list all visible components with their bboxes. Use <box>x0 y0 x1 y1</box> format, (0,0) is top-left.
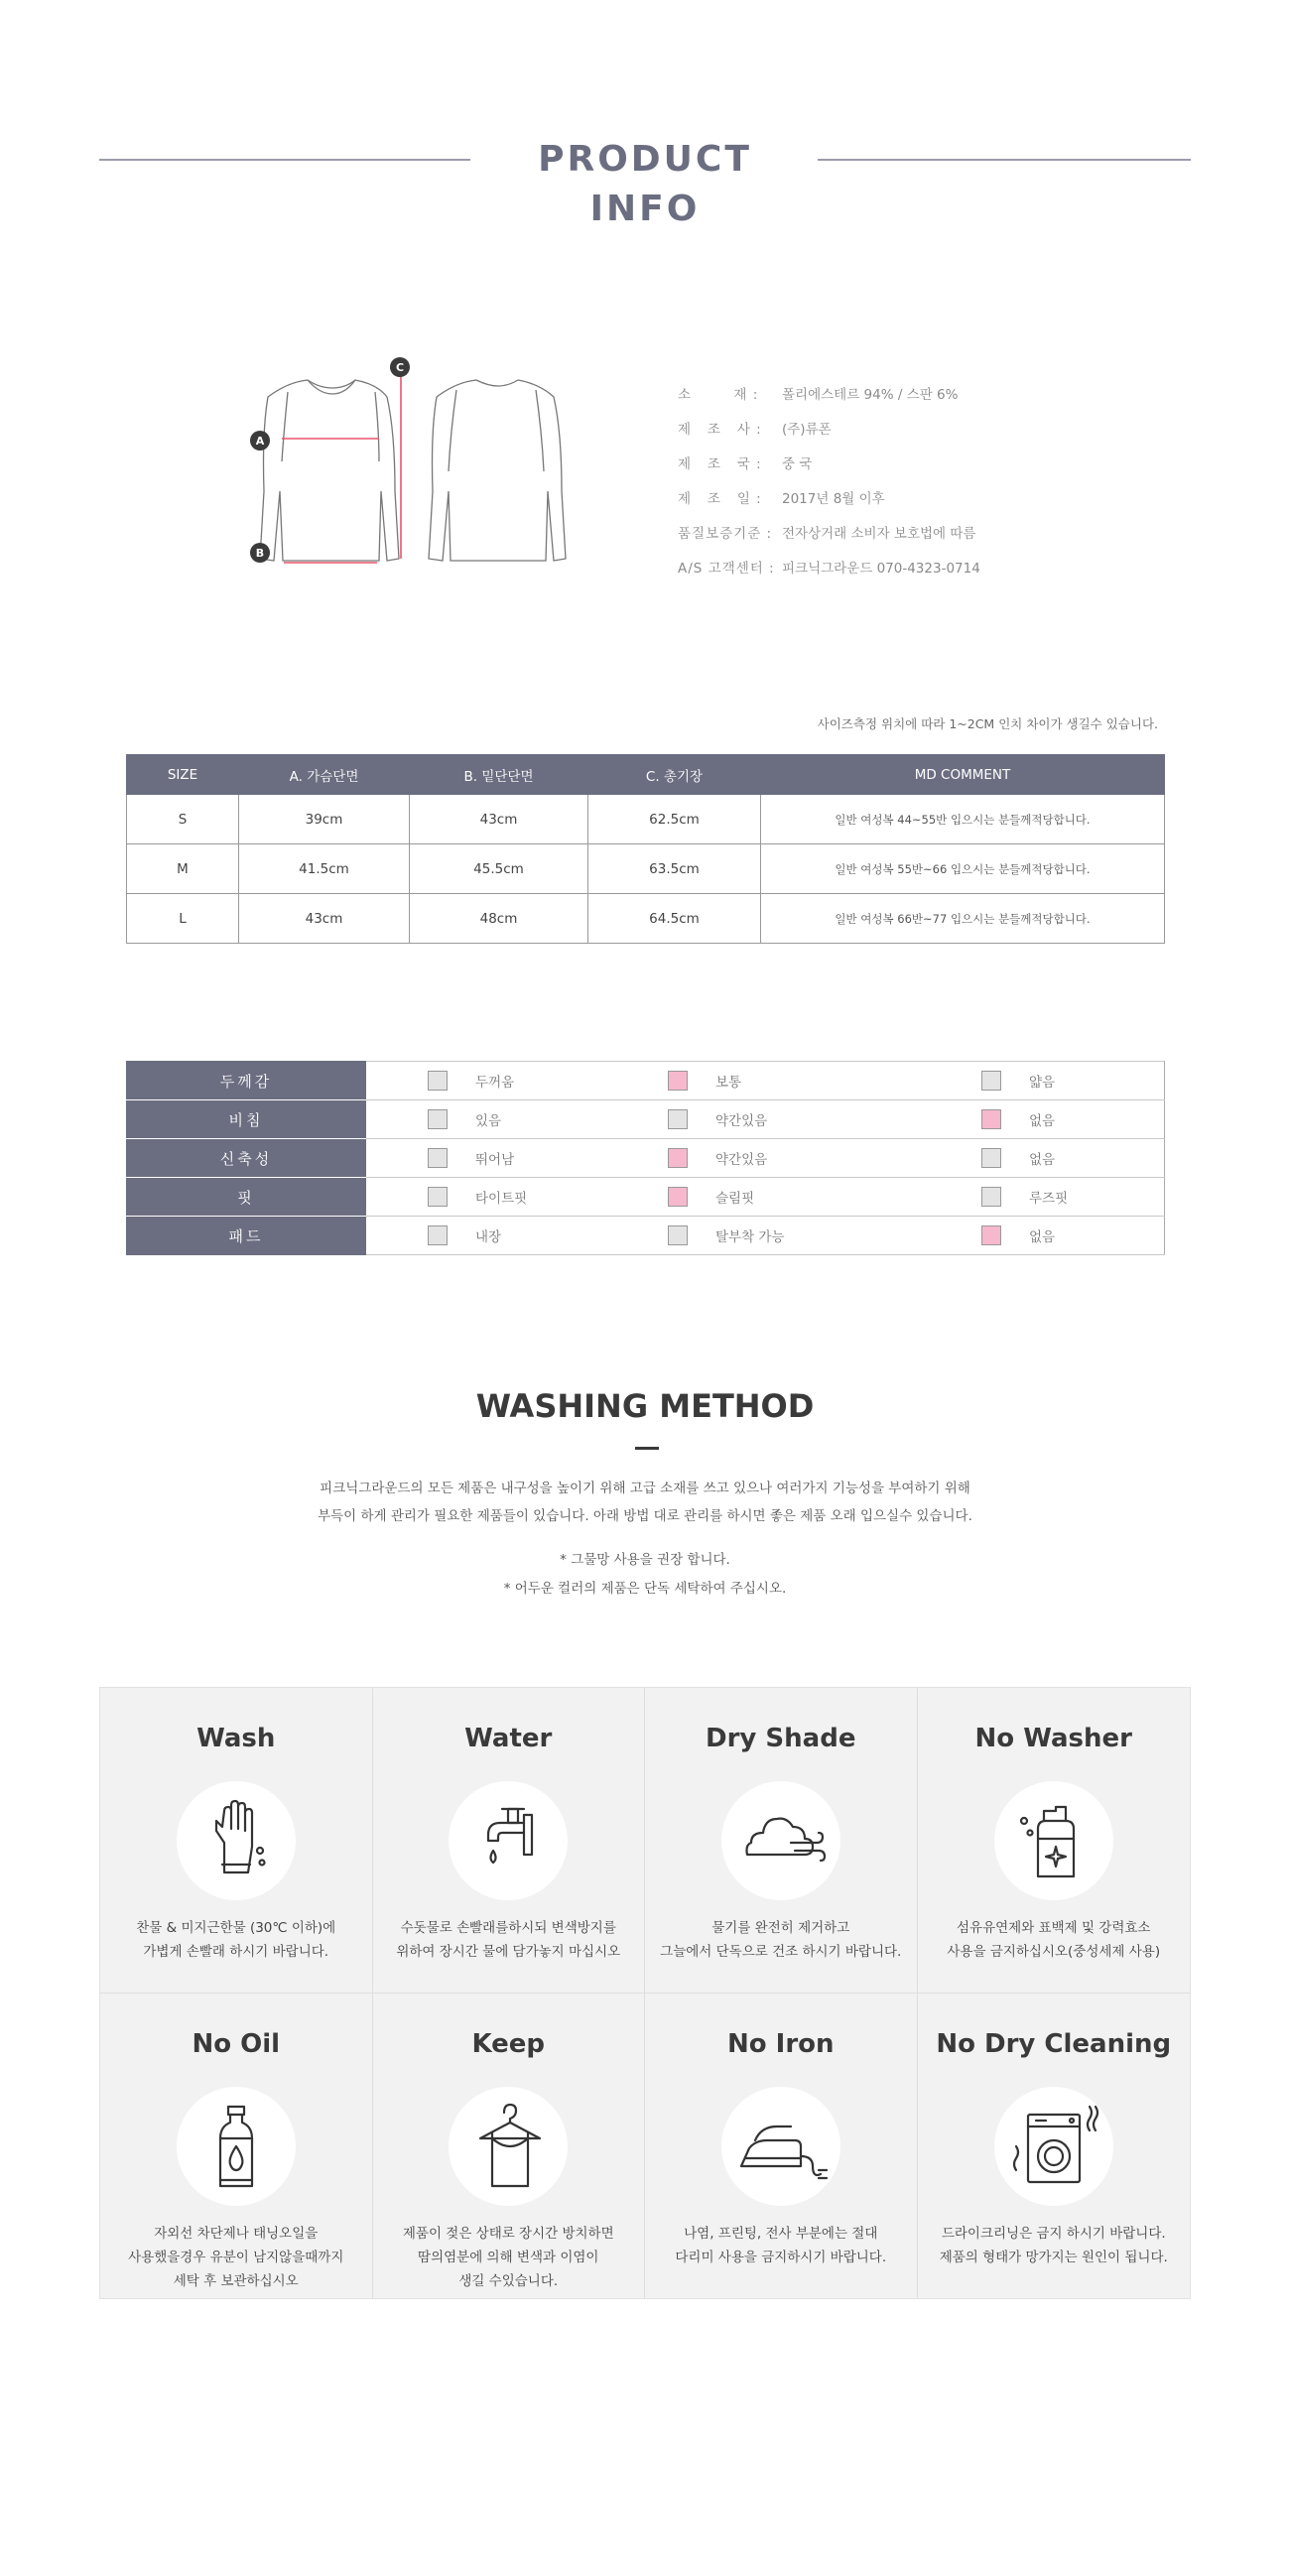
description-line: 자외선 차단제나 태닝오일을 <box>154 2225 319 2242</box>
svg-text:C: C <box>395 361 405 374</box>
washing-machine-icon <box>994 2087 1113 2206</box>
note-line: * 어두운 컬러의 제품은 단독 세탁하여 주십시오. <box>503 1581 787 1597</box>
checkbox-unchecked <box>981 1148 1001 1168</box>
care-item-description <box>383 2222 635 2293</box>
checkbox-unchecked <box>428 1225 448 1245</box>
product-info-header <box>99 135 1191 229</box>
info-label: 소 재 : <box>678 386 759 403</box>
info-row-country <box>678 445 1194 479</box>
info-label: 제 조 국 : <box>678 455 762 472</box>
attribute-label: 두께감 <box>126 1062 366 1100</box>
checkbox-unchecked <box>981 1187 1001 1207</box>
care-item-title: No Washer <box>974 1724 1132 1753</box>
hanger-icon <box>449 2087 568 2206</box>
column-header: C. 총기장 <box>588 755 761 795</box>
hem-cell: 43cm <box>410 795 588 844</box>
attribute-option <box>668 1071 741 1091</box>
badge-a <box>250 431 270 451</box>
description-line: 피크닉그라운드의 모든 제품은 내구성을 높이기 위해 고급 소재를 쓰고 있으나 여러가지 기능성을 부여하기 위해 <box>320 1481 970 1496</box>
faucet-icon <box>449 1781 568 1900</box>
attribute-option <box>668 1148 767 1168</box>
size-cell: S <box>127 795 239 844</box>
description-line: 드라이크리닝은 금지 하시기 바랍니다. <box>941 2225 1166 2242</box>
description-line: 제품의 형태가 망가지는 원인이 됩니다. <box>939 2249 1168 2265</box>
attribute-option <box>668 1225 785 1245</box>
info-value: (주)류폰 <box>782 421 832 438</box>
note-line: * 그물망 사용을 권장 합니다. <box>560 1552 730 1568</box>
care-instructions-grid <box>99 1687 1191 2299</box>
care-item <box>918 1994 1191 2299</box>
attribute-option <box>428 1148 514 1168</box>
checkbox-checked <box>668 1148 688 1168</box>
washing-description <box>0 1475 1290 1530</box>
attribute-options <box>366 1062 1165 1100</box>
info-row-material <box>678 375 1194 410</box>
care-item-description <box>110 1916 362 1964</box>
column-header: SIZE <box>127 755 239 795</box>
info-label: 품질보증기준 : <box>678 525 773 542</box>
option-label: 얇음 <box>1029 1075 1056 1091</box>
care-item-title: Keep <box>471 2028 546 2059</box>
checkbox-unchecked <box>428 1071 448 1091</box>
attribute-label: 핏 <box>126 1178 366 1217</box>
attribute-option <box>981 1225 1055 1245</box>
care-item-title: Wash <box>196 1724 276 1753</box>
description-line: 수돗물로 손빨래를하시되 변색방지를 <box>400 1920 616 1936</box>
length-cell: 64.5cm <box>588 894 761 944</box>
info-row-date <box>678 479 1194 514</box>
description-line: 세탁 후 보관하십시오 <box>173 2272 299 2289</box>
size-table-header <box>127 755 1165 795</box>
column-header: MD COMMENT <box>761 755 1165 795</box>
cloud-icon <box>721 1781 840 1900</box>
care-item-title: No Oil <box>192 2028 281 2059</box>
detergent-icon <box>994 1781 1113 1900</box>
washing-method-title: WASHING METHOD <box>475 1387 815 1425</box>
hem-cell: 48cm <box>410 894 588 944</box>
hem-cell: 45.5cm <box>410 844 588 894</box>
care-item-title: Dry Shade <box>706 1724 856 1753</box>
option-label: 뛰어남 <box>475 1152 515 1168</box>
attribute-option <box>428 1225 501 1245</box>
iron-icon <box>721 2087 840 2206</box>
title-underline <box>635 1447 659 1450</box>
care-item-description <box>928 1916 1181 1964</box>
attribute-row <box>126 1139 1165 1178</box>
washing-notes <box>0 1546 1290 1604</box>
table-row <box>127 894 1165 944</box>
page-title: PRODUCT INFO <box>538 139 752 229</box>
attribute-option <box>428 1071 514 1091</box>
attribute-label: 패드 <box>126 1217 366 1255</box>
care-item-title: Water <box>464 1724 553 1753</box>
checkbox-checked <box>981 1225 1001 1245</box>
checkbox-unchecked <box>668 1109 688 1129</box>
care-item-description <box>928 2222 1181 2269</box>
care-item <box>100 1994 373 2299</box>
option-label: 내장 <box>475 1229 502 1245</box>
column-header: B. 밑단단면 <box>410 755 588 795</box>
description-line: 부득이 하게 관리가 필요한 제품들이 있습니다. 아래 방법 대로 관리를 하시면 좋은 제품 오래 입으실수 있습니다. <box>318 1508 972 1524</box>
header-divider-right <box>818 159 1191 161</box>
attribute-option <box>428 1109 501 1129</box>
info-value: 중 국 <box>782 455 813 472</box>
chest-cell: 39cm <box>239 795 410 844</box>
length-cell: 62.5cm <box>588 795 761 844</box>
badge-b <box>250 543 270 563</box>
care-item <box>100 1688 373 1994</box>
option-label: 보통 <box>715 1075 742 1091</box>
product-info-list <box>678 375 1194 583</box>
care-item <box>645 1688 918 1994</box>
option-label: 없음 <box>1029 1113 1056 1129</box>
option-label: 약간있음 <box>715 1113 768 1129</box>
option-label: 없음 <box>1029 1152 1056 1168</box>
info-label: 제 조 사 : <box>678 421 762 438</box>
checkbox-unchecked <box>668 1225 688 1245</box>
size-note: 사이즈측정 위치에 따라 1~2CM 인치 차이가 생길수 있습니다. <box>817 716 1158 731</box>
chest-cell: 43cm <box>239 894 410 944</box>
oil-bottle-icon <box>177 2087 296 2206</box>
description-line: 다리미 사용을 금지하시기 바랍니다. <box>675 2249 887 2265</box>
option-label: 루즈핏 <box>1029 1191 1069 1207</box>
care-item <box>645 1994 918 2299</box>
size-table <box>126 754 1165 944</box>
attribute-option <box>981 1187 1068 1207</box>
attribute-options <box>366 1178 1165 1217</box>
attribute-options <box>366 1217 1165 1255</box>
description-line: 가볍게 손빨래 하시기 바랍니다. <box>143 1944 329 1960</box>
attribute-options <box>366 1139 1165 1178</box>
comment-cell: 일반 여성복 66반~77 입으시는 분들께적당합니다. <box>761 894 1165 944</box>
description-line: 사용을 금지하십시오(중성세제 사용) <box>947 1944 1161 1960</box>
checkbox-checked <box>981 1109 1001 1129</box>
checkbox-checked <box>668 1071 688 1091</box>
size-cell: M <box>127 844 239 894</box>
care-item-description <box>655 2222 907 2269</box>
option-label: 두꺼움 <box>475 1075 515 1091</box>
header-divider-left <box>99 159 470 161</box>
description-line: 나염, 프린팅, 전사 부분에는 절대 <box>684 2225 878 2242</box>
size-cell: L <box>127 894 239 944</box>
attribute-label: 비침 <box>126 1100 366 1139</box>
checkbox-unchecked <box>981 1071 1001 1091</box>
care-item-description <box>110 2222 362 2293</box>
option-label: 탈부착 가능 <box>715 1229 785 1245</box>
info-label: 제 조 일 : <box>678 490 762 507</box>
attribute-option <box>668 1109 767 1129</box>
description-line: 생길 수있습니다. <box>458 2272 559 2289</box>
attribute-option <box>428 1187 527 1207</box>
attribute-row <box>126 1062 1165 1100</box>
fabric-attribute-table <box>126 1061 1165 1255</box>
garment-measurement-illustration <box>238 352 576 580</box>
chest-cell: 41.5cm <box>239 844 410 894</box>
attribute-row <box>126 1100 1165 1139</box>
care-item-description <box>655 1916 907 1964</box>
description-line: 찬물 & 미지근한물 (30℃ 이하)에 <box>136 1920 336 1936</box>
description-line: 사용했을경우 유분이 남지않을때까지 <box>128 2249 344 2265</box>
info-row-manufacturer <box>678 410 1194 445</box>
info-row-warranty <box>678 514 1194 549</box>
svg-text:B: B <box>255 547 265 560</box>
care-item <box>373 1994 646 2299</box>
badge-c <box>390 357 410 377</box>
attribute-options <box>366 1100 1165 1139</box>
option-label: 타이트핏 <box>475 1191 528 1207</box>
glove-icon <box>177 1781 296 1900</box>
care-item-title: No Iron <box>726 2028 835 2059</box>
care-item <box>918 1688 1191 1994</box>
description-line: 물기를 완전히 제거하고 <box>711 1920 850 1936</box>
attribute-option <box>981 1071 1055 1091</box>
description-line: 제품이 젖은 상태로 장시간 방치하면 <box>402 2225 614 2242</box>
info-row-service-center <box>678 549 1194 583</box>
info-label: A/S 고객센터 : <box>678 560 775 577</box>
comment-cell: 일반 여성복 55반~66 입으시는 분들께적당합니다. <box>761 844 1165 894</box>
option-label: 약간있음 <box>715 1152 768 1168</box>
attribute-row <box>126 1217 1165 1255</box>
description-line: 위하여 장시간 물에 담가놓지 마십시오 <box>396 1944 621 1960</box>
description-line: 섬유유연제와 표백제 및 강력효소 <box>957 1920 1151 1936</box>
care-item <box>373 1688 646 1994</box>
checkbox-unchecked <box>428 1187 448 1207</box>
info-value: 2017년 8월 이후 <box>782 490 885 507</box>
info-value: 피크닉그라운드 070-4323-0714 <box>782 560 980 577</box>
checkbox-unchecked <box>428 1109 448 1129</box>
option-label: 슬림핏 <box>715 1191 755 1207</box>
care-item-description <box>383 1916 635 1964</box>
svg-text:A: A <box>255 435 265 448</box>
care-item-title: No Dry Cleaning <box>936 2028 1172 2059</box>
checkbox-checked <box>668 1187 688 1207</box>
description-line: 땀의염분에 의해 변색과 이염이 <box>418 2249 599 2265</box>
option-label: 있음 <box>475 1113 502 1129</box>
attribute-option <box>668 1187 754 1207</box>
table-row <box>127 795 1165 844</box>
table-row <box>127 844 1165 894</box>
description-line: 그늘에서 단독으로 건조 하시기 바랍니다. <box>660 1944 902 1960</box>
comment-cell: 일반 여성복 44~55반 입으시는 분들께적당합니다. <box>761 795 1165 844</box>
attribute-option <box>981 1109 1055 1129</box>
checkbox-unchecked <box>428 1148 448 1168</box>
info-value: 폴리에스테르 94% / 스판 6% <box>782 386 959 403</box>
column-header: A. 가슴단면 <box>239 755 410 795</box>
attribute-option <box>981 1148 1055 1168</box>
length-cell: 63.5cm <box>588 844 761 894</box>
option-label: 없음 <box>1029 1229 1056 1245</box>
attribute-label: 신축성 <box>126 1139 366 1178</box>
attribute-row <box>126 1178 1165 1217</box>
info-value: 전자상거래 소비자 보호법에 따름 <box>782 525 976 542</box>
